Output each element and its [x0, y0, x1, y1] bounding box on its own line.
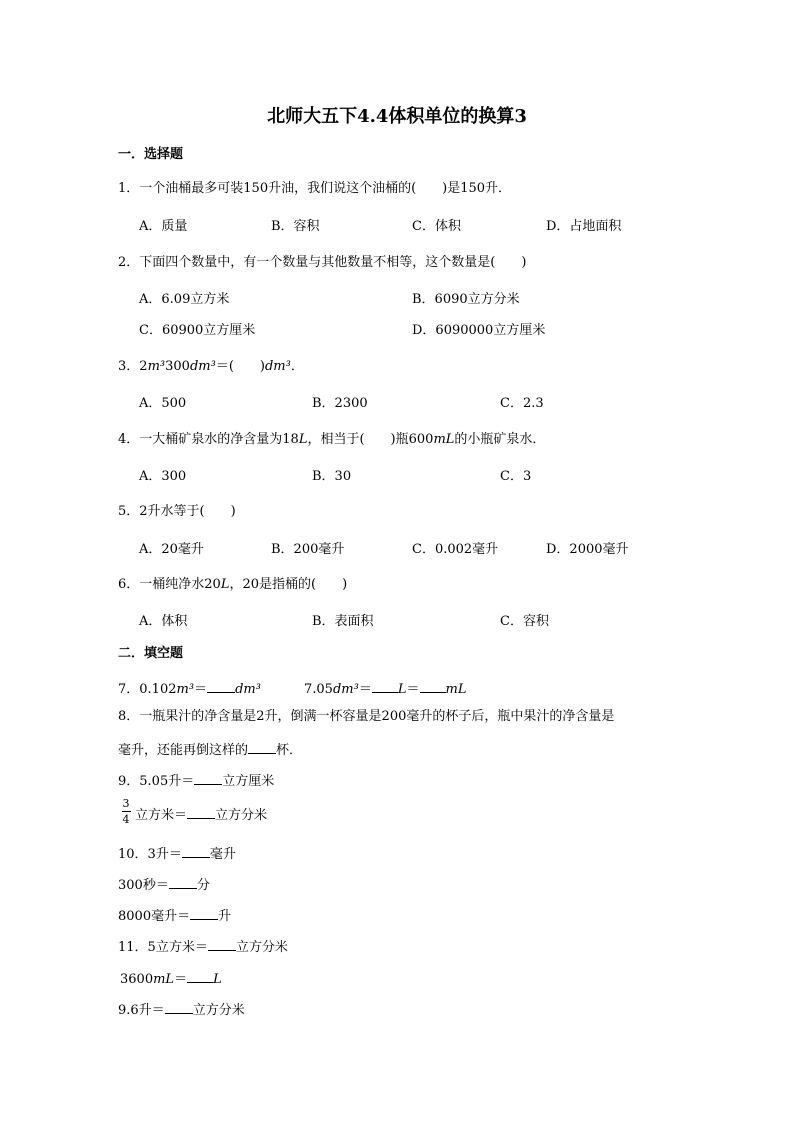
q7-equals: ＝ [194, 682, 208, 697]
question-1-option-c: C．体积 [412, 219, 461, 234]
question-10-line-2 [118, 875, 210, 894]
q9-text-b: 立方米＝ [135, 808, 188, 823]
q3-unit-dm3: dm³ [189, 359, 216, 374]
q7-unit-m3: m³ [176, 682, 195, 697]
q10-unit-2: 分 [196, 878, 210, 893]
q10-text-3: 8000毫升＝ [118, 909, 191, 924]
q11-answer-blank-1[interactable] [208, 937, 236, 951]
q10-text-1: 10．3升＝ [118, 847, 182, 862]
q11-unit-l: L [213, 972, 222, 987]
question-10-line-3 [118, 906, 231, 925]
q7-value: 7．0.102 [118, 682, 177, 697]
question-5-stem: 5．2升水等于( ) [118, 504, 236, 519]
q4-text-pre: 4．一大桶矿泉水的净含量为18 [118, 432, 299, 447]
question-1-option-a: A．质量 [139, 219, 188, 234]
q6-text-post: ，20是指桶的( ) [229, 577, 348, 592]
question-11-line-1 [118, 937, 288, 956]
question-3-stem [118, 359, 304, 375]
q9-unit-1: 立方厘米 [222, 774, 275, 789]
question-5-option-b: B．200毫升 [271, 542, 345, 557]
q3-value-a: 2 [139, 359, 148, 374]
question-2-stem: 2．下面四个数量中，有一个数量与其他数量不相等，这个数量是( ) [118, 255, 527, 270]
q7-answer-blank-1[interactable] [207, 679, 235, 693]
q9-fraction-numerator: 3 [122, 797, 130, 810]
q10-text-2: 300秒＝ [118, 878, 169, 893]
question-7-part-2 [304, 679, 466, 698]
q7-answer-blank-2[interactable] [372, 679, 398, 693]
question-4-option-b: B．30 [312, 469, 352, 484]
question-9-line-1 [118, 771, 274, 790]
q7-unit-ml: mL [445, 682, 467, 697]
question-2-option-b: B．6090立方分米 [412, 292, 520, 307]
question-5-option-c: C．0.002毫升 [412, 542, 499, 557]
question-6-option-a: A．体积 [139, 614, 188, 629]
question-2-option-a: A．6.09立方米 [139, 292, 230, 307]
q10-unit-3: 升 [218, 909, 232, 924]
q7-equals-3: ＝ [406, 682, 420, 697]
q11-unit-3: 立方分米 [192, 1003, 245, 1018]
q9-fraction-bar [122, 811, 131, 812]
question-6-option-b: B．表面积 [312, 614, 374, 629]
q9-text-a: 9．5.05升＝ [118, 774, 195, 789]
question-2-option-c: C．60900立方厘米 [139, 323, 256, 338]
q4-text-mid: ，相当于( )瓶600 [307, 432, 434, 447]
q7-value-2: 7.05 [304, 682, 333, 697]
question-1-option-d: D．占地面积 [546, 219, 622, 234]
q7-equals-2: ＝ [358, 682, 372, 697]
q7-answer-blank-3[interactable] [420, 679, 446, 693]
q10-answer-blank-1[interactable] [182, 844, 210, 858]
q6-text-pre: 6．一桶纯净水20 [118, 577, 221, 592]
question-3-option-a: A．500 [139, 396, 187, 411]
q10-answer-blank-3[interactable] [190, 906, 218, 920]
question-7-part-1 [118, 679, 261, 698]
q10-unit-1: 毫升 [209, 847, 236, 862]
q4-unit-ml: mL [433, 432, 455, 447]
question-3-option-b: B．2300 [312, 396, 368, 411]
q11-unit-1: 立方分米 [235, 940, 288, 955]
question-8-line-1: 8．一瓶果汁的净含量是2升，倒满一杯容量是200毫升的杯子后，瓶中果汁的净含量是 [118, 709, 615, 724]
question-10-line-1 [118, 844, 236, 863]
q11-answer-blank-3[interactable] [165, 1000, 193, 1014]
question-11-line-2 [120, 969, 222, 988]
q4-text-post: 的小瓶矿泉水． [454, 432, 546, 447]
q11-answer-blank-2[interactable] [187, 969, 213, 983]
q11-value-2: 3600 [120, 972, 154, 987]
q3-equals-blank: ＝( ) [215, 359, 265, 374]
question-3-number: 3． [118, 359, 140, 374]
q11-text-3: 9.6升＝ [118, 1003, 165, 1018]
question-4-option-c: C．3 [500, 469, 532, 484]
q10-answer-blank-2[interactable] [169, 875, 197, 889]
q8-text-a: 毫升，还能再倒这样的 [118, 743, 249, 758]
q9-unit-2: 立方分米 [215, 808, 268, 823]
question-11-line-3 [118, 1000, 245, 1019]
question-1-stem: 1．一个油桶最多可装150升油，我们说这个油桶的( )是150升． [118, 181, 512, 196]
q9-answer-blank-1[interactable] [194, 771, 222, 785]
q3-unit-m3: m³ [147, 359, 166, 374]
question-4-option-a: A．300 [139, 469, 187, 484]
q7-unit-dm3: dm³ [235, 682, 261, 697]
question-6-stem [118, 577, 347, 593]
question-8-line-2 [118, 740, 302, 759]
question-4-stem [118, 432, 545, 448]
q6-unit-l: L [220, 577, 230, 592]
section-fill-heading: 二．填空题 [118, 646, 184, 661]
q11-unit-ml: mL [153, 972, 175, 987]
q9-fraction-denominator: 4 [122, 813, 130, 826]
q9-answer-blank-2[interactable] [187, 805, 215, 819]
q7-unit-dm3-2: dm³ [332, 682, 359, 697]
q11-text-1: 11．5立方米＝ [118, 940, 208, 955]
q8-text-b: 杯． [276, 743, 303, 758]
question-5-option-a: A．20毫升 [139, 542, 204, 557]
question-5-option-d: D．2000毫升 [546, 542, 629, 557]
q3-unit-dm3-answer: dm³ [264, 359, 291, 374]
page-title: 北师大五下4.4体积单位的换算3 [267, 106, 527, 127]
q8-answer-blank[interactable] [248, 740, 276, 754]
question-9-line-2 [135, 805, 267, 824]
question-1-option-b: B．容积 [271, 219, 320, 234]
q3-value-b: 300 [165, 359, 190, 374]
q7-unit-l: L [397, 682, 407, 697]
q4-unit-l: L [298, 432, 308, 447]
q11-equals: ＝ [174, 972, 188, 987]
question-2-option-d: D．6090000立方厘米 [412, 323, 546, 338]
section-choice-heading: 一．选择题 [118, 147, 184, 162]
question-6-option-c: C．容积 [500, 614, 549, 629]
question-3-option-c: C．2.3 [500, 396, 544, 411]
q3-period: ． [290, 359, 304, 374]
